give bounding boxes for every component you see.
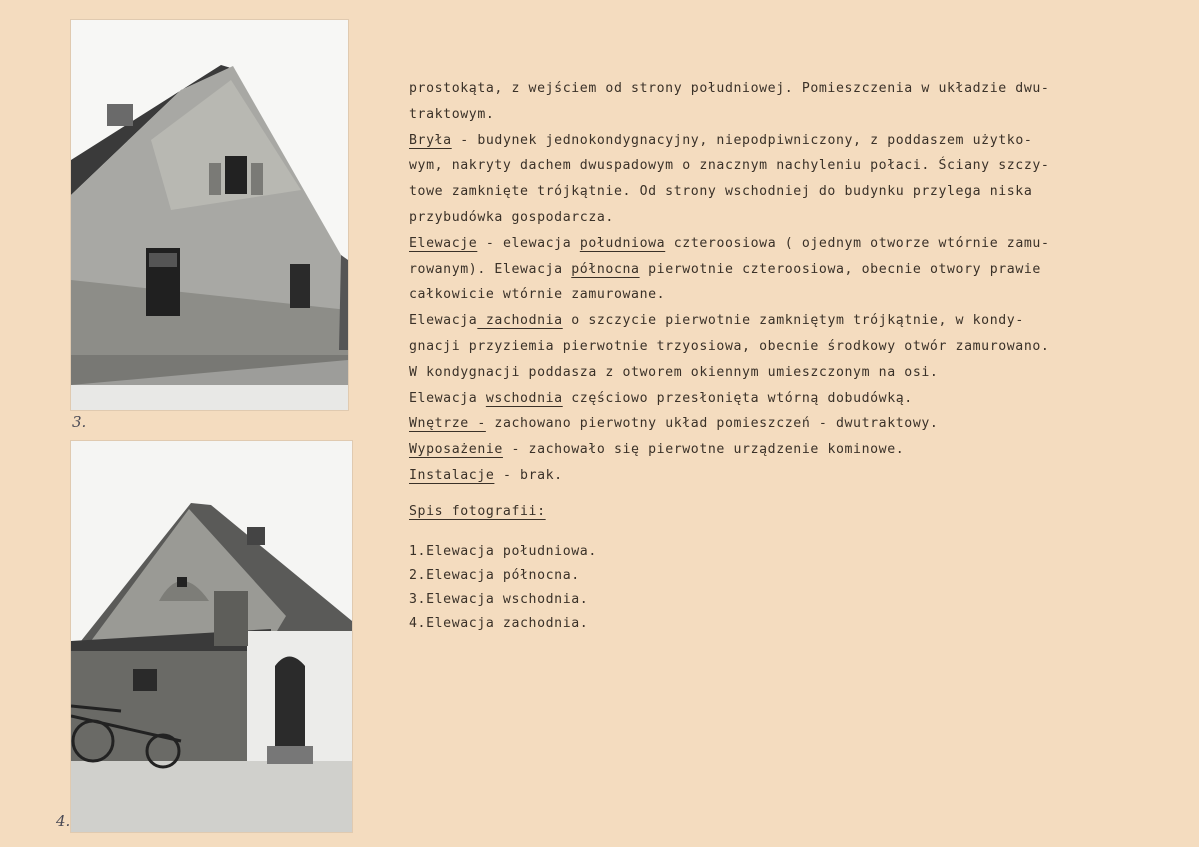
photo-number-3: 3. xyxy=(72,413,87,431)
text-fragment: - zachowało się pierwotne urządzenie kominowe. xyxy=(502,442,905,458)
text-line: gnacji przyziemia pierwotnie trzyosiowa, obecnie środkowy otwór zamurowano. xyxy=(409,338,1050,354)
photo-west-elevation xyxy=(71,441,352,832)
label-bryla: Bryła xyxy=(409,132,452,148)
text-fragment: - brak. xyxy=(494,467,563,483)
text-line: wym, nakryty dachem dwuspadowym o znacznym nachyleniu połaci. Ściany szczy- xyxy=(409,158,1050,174)
text-line xyxy=(409,308,1179,334)
text-line xyxy=(409,386,1179,412)
photo-number-4: 4. xyxy=(56,812,71,830)
spacer xyxy=(409,489,1179,499)
label-wschodnia: wschodnia xyxy=(485,390,563,406)
list-item: 1.Elewacja południowa. xyxy=(409,543,597,559)
text-fragment: rowanym). Elewacja xyxy=(409,261,572,277)
photo-east-elevation xyxy=(71,20,348,410)
label-zachodnia: zachodnia xyxy=(477,313,563,329)
text-line xyxy=(409,128,1179,154)
label-wyposazenie: Wyposażenie xyxy=(409,442,503,458)
list-item: 3.Elewacja wschodnia. xyxy=(409,592,589,608)
text-line: W kondygnacji poddasza z otworem okiennym umieszczonym na osi. xyxy=(409,364,939,380)
text-fragment: Elewacja xyxy=(409,313,478,329)
text-line: prostokąta, z wejściem od strony południowej. Pomieszczenia w układzie dwu- xyxy=(409,81,1050,96)
text-fragment: - elewacja xyxy=(477,235,580,251)
text-fragment: Elewacja xyxy=(409,390,486,406)
text-fragment: o szczycie pierwotnie zamkniętym trójkątnie, w kondy- xyxy=(562,313,1024,329)
text-line xyxy=(409,463,1179,489)
house-annex-image xyxy=(71,441,352,832)
text-line: towe zamknięte trójkątnie. Od strony wschodniej do budynku przylega niska xyxy=(409,184,1033,200)
list-item: 4.Elewacja zachodnia. xyxy=(409,616,589,632)
label-elewacje: Elewacje xyxy=(409,235,478,251)
text-fragment: - budynek jednokondygnacyjny, niepodpiwniczony, z poddaszem użytko- xyxy=(451,132,1033,148)
heading-spis-fotografii xyxy=(409,499,1179,525)
text-fragment: czteroosiowa ( ojednym otworze wtórnie zamu- xyxy=(665,235,1050,251)
text-line xyxy=(409,257,1179,283)
text-line: traktowym. xyxy=(409,106,495,122)
label-wnetrze: Wnętrze - xyxy=(409,416,486,432)
label-spis: Spis fotografii: xyxy=(409,503,546,519)
photo-list xyxy=(409,539,1179,636)
house-gable-image xyxy=(71,20,348,410)
text-fragment: zachowano pierwotny układ pomieszczeń - dwutraktowy. xyxy=(485,416,939,432)
description-text xyxy=(409,76,1179,636)
text-line: przybudówka gospodarcza. xyxy=(409,209,614,225)
text-fragment: częściowo przesłonięta wtórną dobudówką. xyxy=(562,390,913,406)
text-line xyxy=(409,411,1179,437)
text-line xyxy=(409,437,1179,463)
text-line: całkowicie wtórnie zamurowane. xyxy=(409,287,666,303)
text-fragment: pierwotnie czteroosiowa, obecnie otwory prawie xyxy=(639,261,1041,277)
list-item: 2.Elewacja północna. xyxy=(409,567,580,583)
label-instalacje: Instalacje xyxy=(409,467,495,483)
label-poludniowa: południowa xyxy=(579,235,666,251)
text-line xyxy=(409,231,1179,257)
label-polnocna: północna xyxy=(571,261,640,277)
